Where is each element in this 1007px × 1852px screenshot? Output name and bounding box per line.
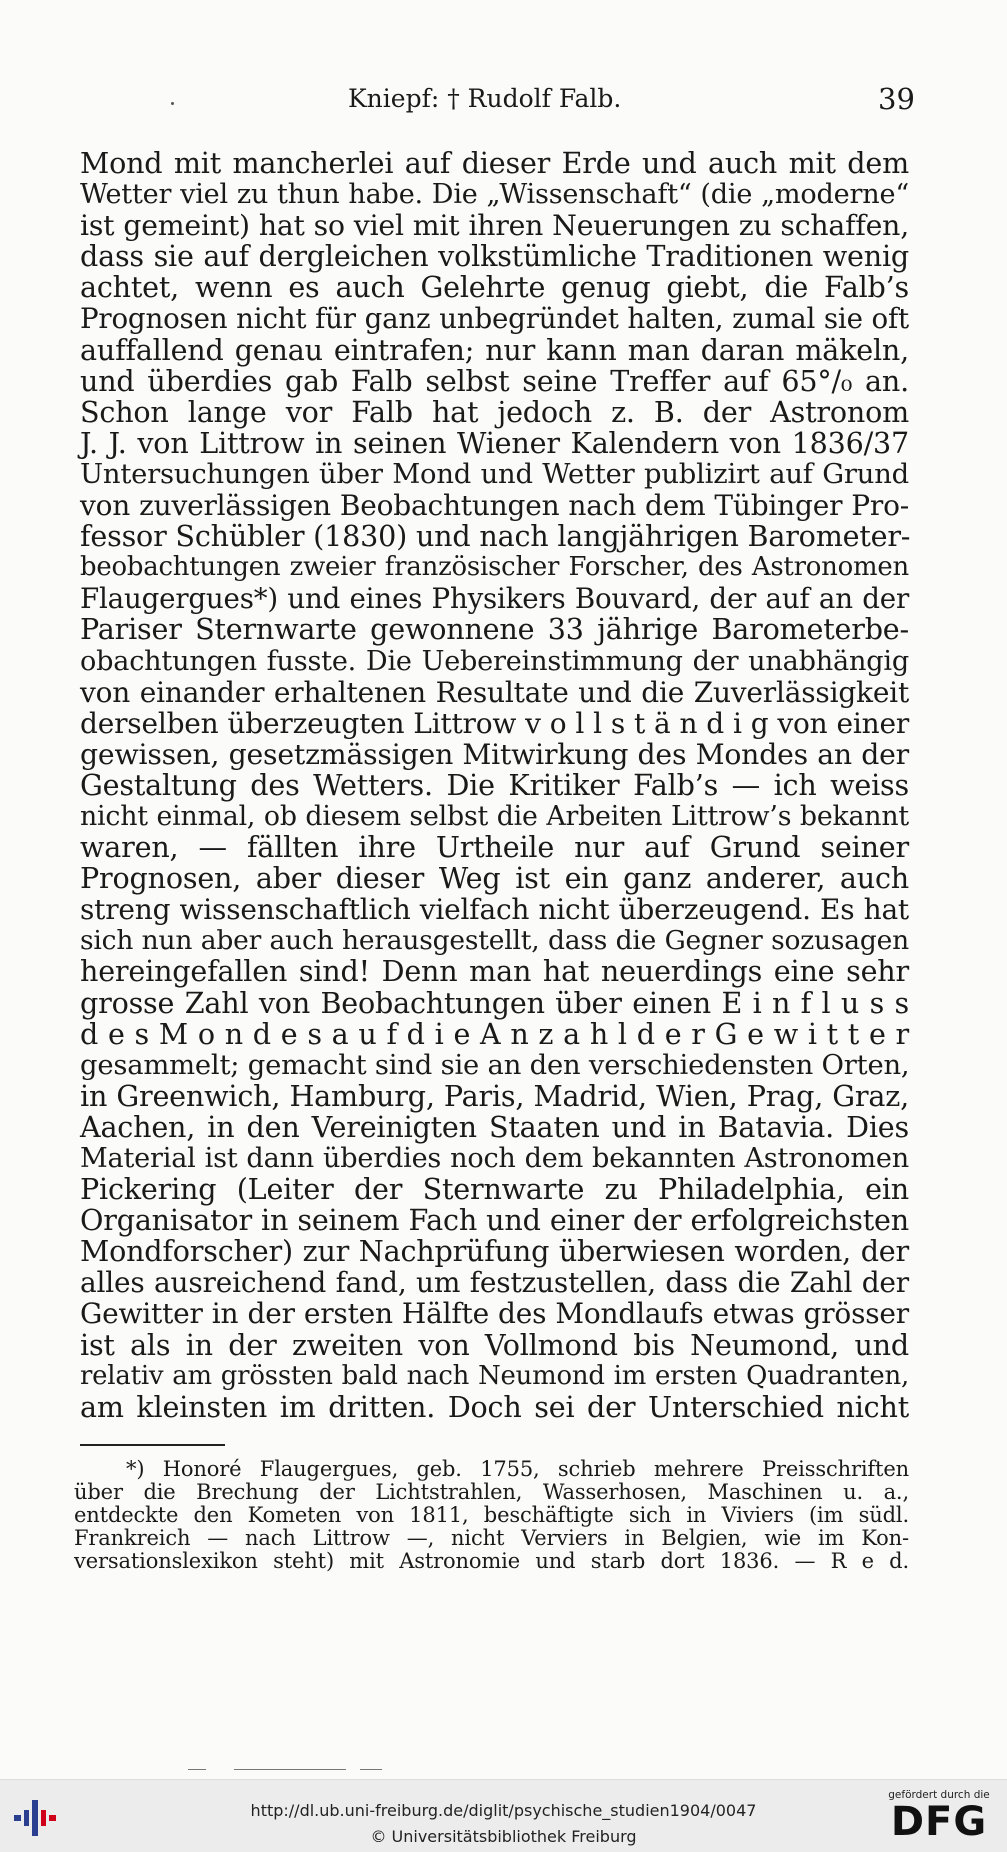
text-line: ist als in der zweiten von Vollmond bis Neumond, und [80,1327,909,1362]
text-line: Prognosen nicht für ganz unbegründet halten, zumal sie oft [80,302,909,336]
footnote-rule [80,1444,225,1446]
text-line: von zuverlässigen Beobachtungen nach dem Tübinger Pro- [80,489,909,523]
text-line: sich nun aber auch herausgestellt, dass die Gegner sozusagen [80,925,909,957]
text-line: ist gemeint) hat so viel mit ihren Neuerungen zu schaffen, [80,209,909,243]
text-line: Gewitter in der ersten Hälfte des Mondlaufs etwas grösser [80,1297,909,1331]
viewer-footer [0,1779,1007,1852]
text-line: grosse Zahl von Beobachtungen über einen E i n f l u s s [80,985,909,1020]
text-line: und überdies gab Falb selbst seine Treffer auf 65°/₀ an. [80,363,909,398]
dfg-wordmark: DFG [890,1799,988,1845]
text-line: beobachtungen zweier französischer Forscher, des Astronomen [80,552,909,583]
source-url-link[interactable]: http://dl.ub.uni-freiburg.de/diglit/psychische_studien1904/0047 [250,1801,757,1820]
footnote-line: über die Brechung der Lichtstrahlen, Wasserhosen, Maschinen u. a., [74,1480,909,1504]
footnote-line: versationslexikon steht) mit Astronomie und starb dort 1836. — R e d. [74,1549,909,1573]
footnote-line: *) Honoré Flaugergues, geb. 1755, schrieb mehrere Preisschriften [126,1457,909,1481]
text-line: J. J. von Littrow in seinen Wiener Kalendern von 1836/37 [80,425,909,460]
text-line: hereingefallen sind! Denn man hat neuerdings eine sehr [80,954,909,989]
text-line: Schon lange vor Falb hat jedoch z. B. der Astronom [80,394,909,429]
text-line: von einander erhaltenen Resultate und die Zuverlässigkeit [80,675,909,709]
text-line: Prognosen, aber dieser Weg ist ein ganz anderer, auch [80,861,909,896]
text-line: Pickering (Leiter der Sternwarte zu Philadelphia, ein [80,1172,909,1207]
text-line: streng wissenschaftlich vielfach nicht überzeugend. Es hat [80,893,909,927]
text-line: Mond mit mancherlei auf dieser Erde und auch mit dem [80,146,909,180]
text-line: Mondforscher) zur Nachprüfung überwiesen worden, der [80,1234,909,1269]
funded-by-label: gefördert durch die [888,1789,990,1801]
text-line: d e s M o n d e s a u f d i e A n z a h l d e r G e w i t t e r [80,1016,909,1051]
text-line: Flaugergues*) und eines Physikers Bouvard, der auf an der [80,582,909,616]
footnote [74,1458,909,1573]
copyright-text: © Universitätsbibliothek Freiburg [370,1827,637,1846]
text-line: obachtungen fusste. Die Uebereinstimmung der unabhängig [80,645,909,677]
body-text [80,148,909,1423]
text-line: Pariser Sternwarte gewonnene 33 jährige Barometerbe- [80,612,909,647]
text-line: nicht einmal, ob diesem selbst die Arbeiten Littrow’s bekannt [80,800,909,832]
text-line: achtet, wenn es auch Gelehrte genug giebt, die Falb’s [80,270,909,305]
speck-mark [171,102,174,105]
bottom-rule-marks [188,1769,408,1771]
footnote-line: entdeckte den Kometen von 1811, beschäftigte sich in Viviers (im südl. [74,1503,909,1527]
text-line: gewissen, gesetzmässigen Mitwirkung des Mondes an der [80,737,909,771]
page-number: 39 [878,82,915,116]
text-line: Wetter viel zu thun habe. Die „Wissenschaft“ (die „moderne“ [80,179,909,211]
text-line: alles ausreichend fand, um festzustellen, dass die Zahl der [80,1266,909,1300]
text-line: dass sie auf dergleichen volkstümliche Traditionen wenig [80,239,909,274]
running-title: Kniepf: † Rudolf Falb. [348,84,622,113]
text-line: Gestaltung des Wetters. Die Kritiker Falb’s — ich weiss [80,767,909,802]
text-line: Aachen, in den Vereinigten Staaten und in Batavia. Dies [80,1109,909,1144]
text-line: Organisator in seinem Fach und einer der erfolgreichsten [80,1203,909,1238]
text-line: am kleinsten im dritten. Doch sei der Unterschied nicht [80,1389,909,1424]
text-line: waren, — fällten ihre Urtheile nur auf Grund seiner [80,830,909,865]
text-line: relativ am grössten bald nach Neumond im ersten Quadranten, [80,1360,909,1391]
footnote-line: Frankreich — nach Littrow —, nicht Verviers in Belgien, wie im Kon- [74,1526,909,1550]
running-header [0,84,1007,124]
text-line: gesammelt; gemacht sind sie an den verschiedensten Orten, [80,1049,910,1081]
text-line: in Greenwich, Hamburg, Paris, Madrid, Wien, Prag, Graz, [80,1078,909,1113]
text-line: auffallend genau eintrafen; nur kann man daran mäkeln, [80,332,909,367]
text-line: Material ist dann überdies noch dem bekannten Astronomen [80,1143,909,1174]
text-line: derselben überzeugten Littrow v o l l s t ä n d i g von einer [80,706,909,740]
dfg-logo[interactable] [879,1789,999,1849]
text-line: fessor Schübler (1830) und nach langjährigen Barometer- [80,519,911,554]
text-line: Untersuchungen über Mond und Wetter publizirt auf Grund [80,458,909,490]
